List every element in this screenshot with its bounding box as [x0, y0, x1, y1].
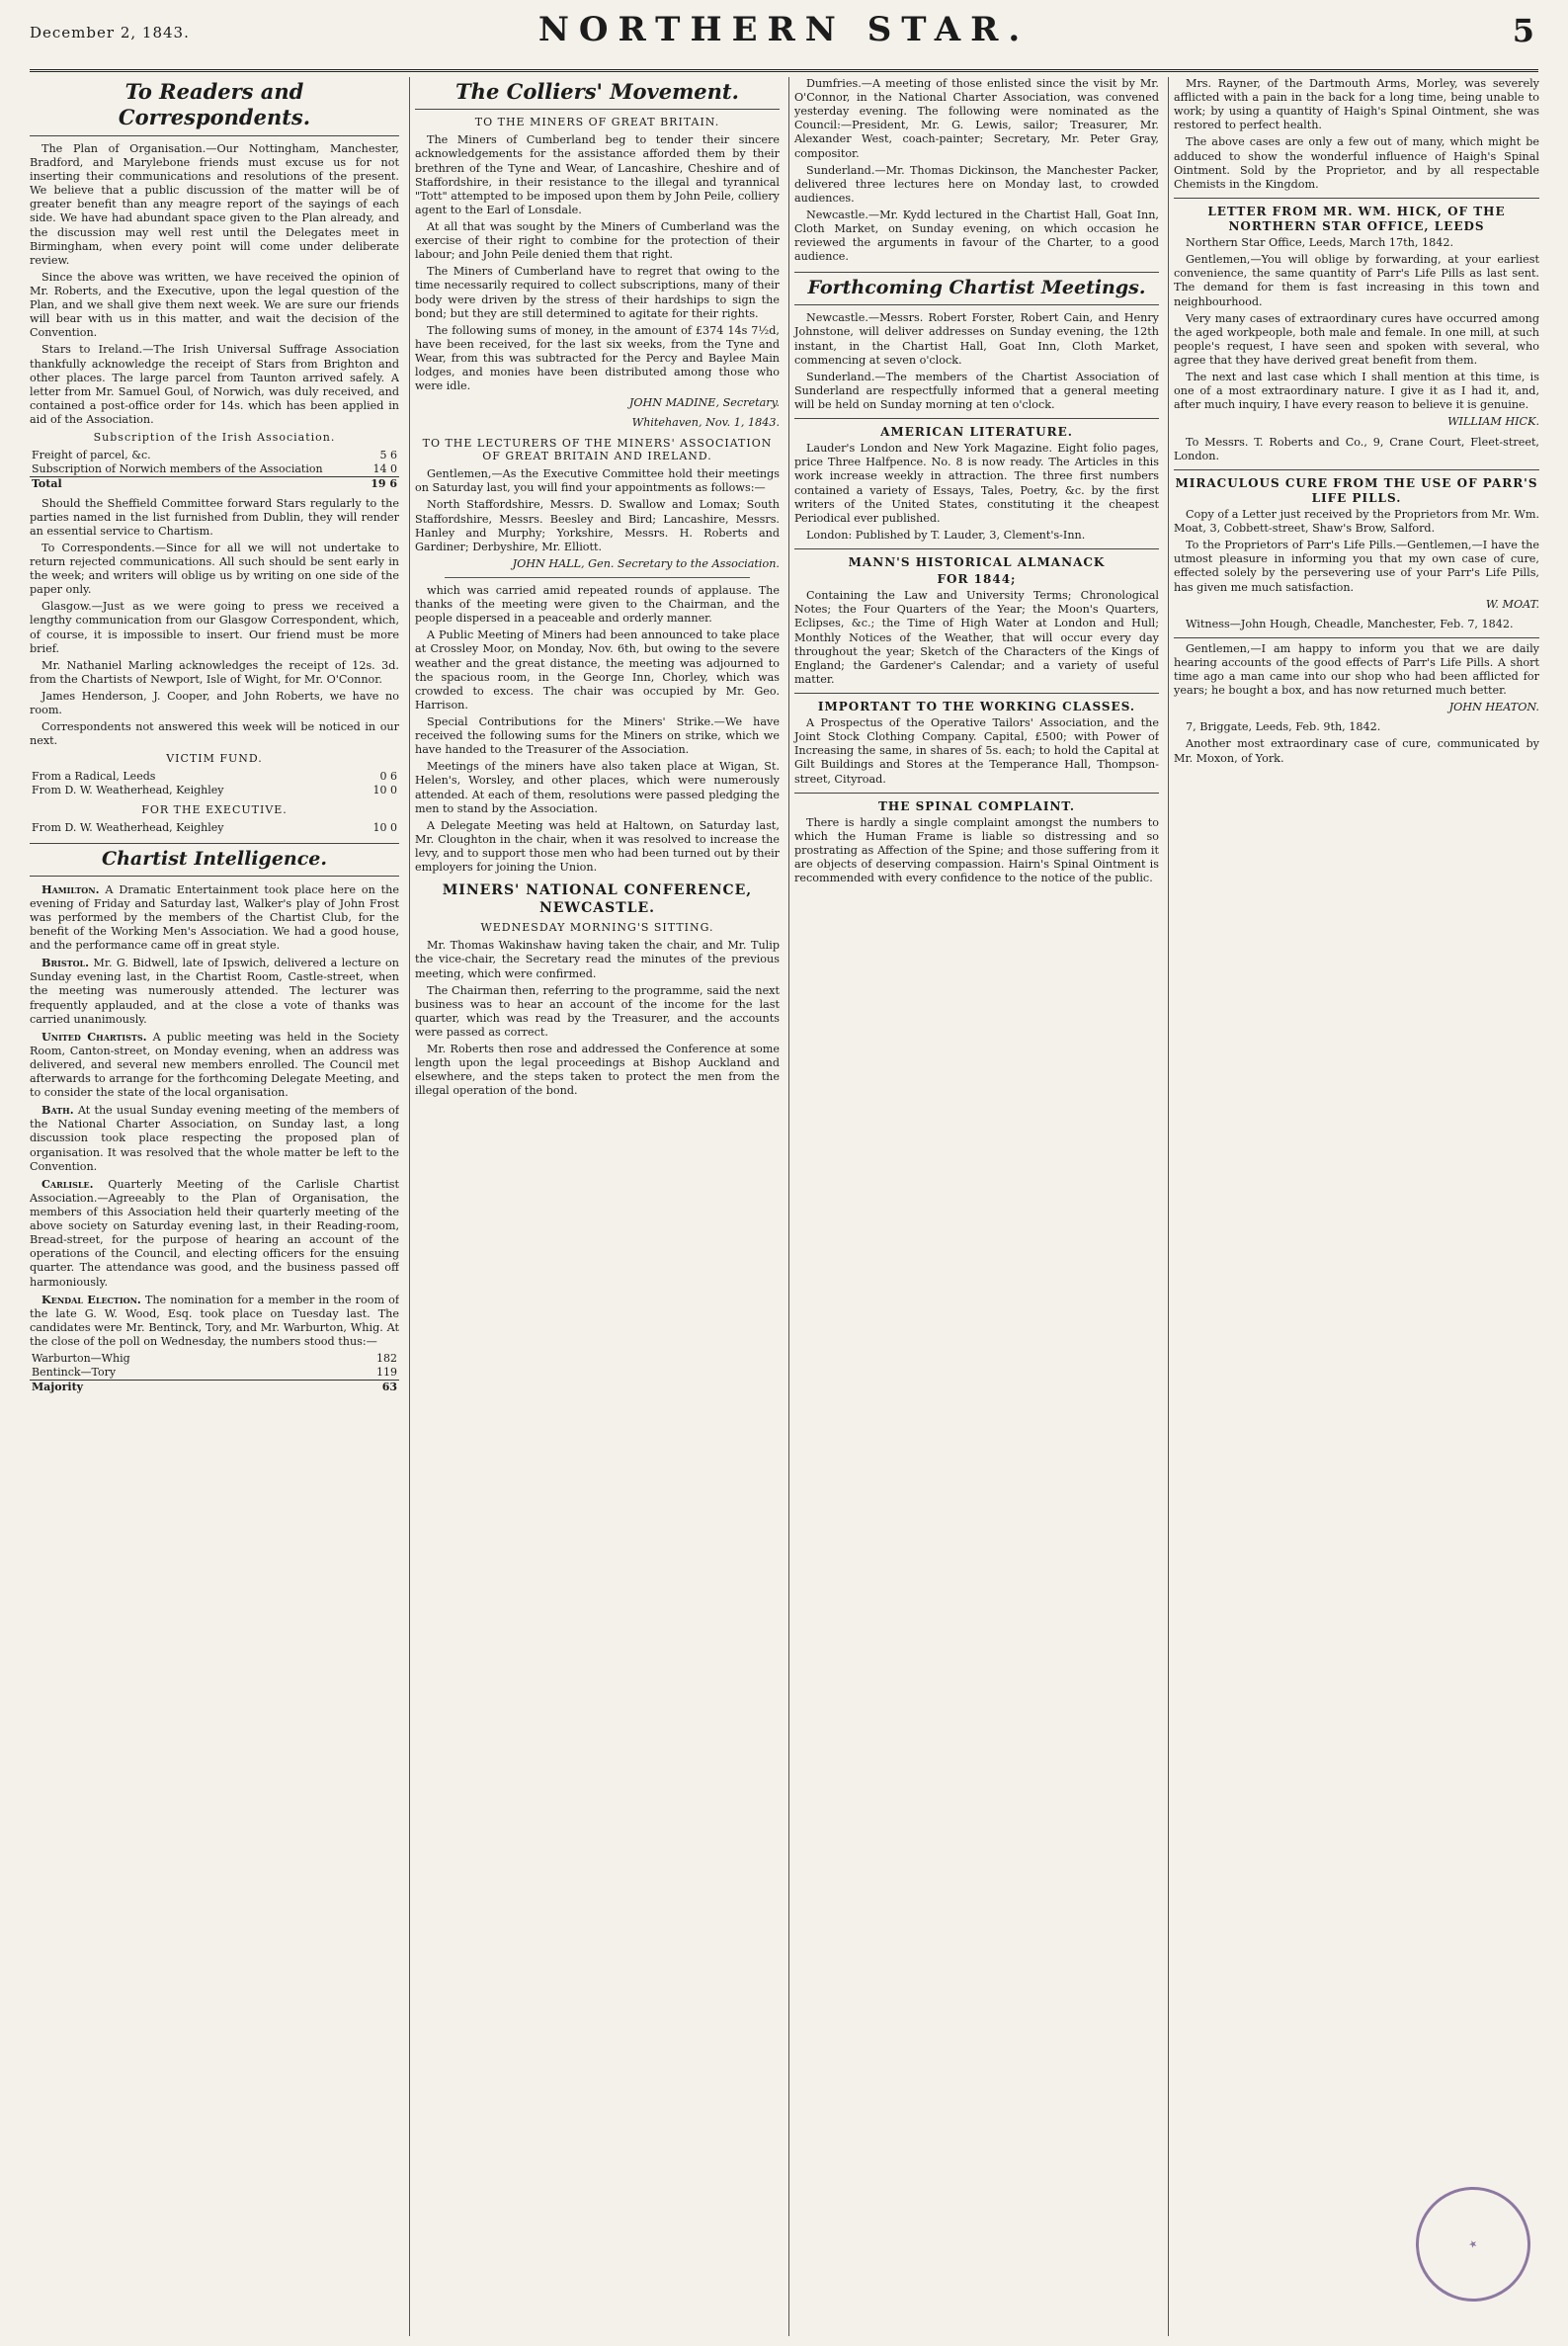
news-para: Dumfries.—A meeting of those enlisted since the visit by Mr. O'Connor, in the National Charter Association, was convened yesterday evening. The following were nominated as the Council:—President, Mr. G. Lewis, sailor; Treasurer, Mr. Alexander West, coach-painter; Secretary, Mr. Peter Gray, compositor.: [794, 77, 1159, 160]
row-amount: 119: [376, 1365, 397, 1379]
heaton-letter: [1174, 637, 1539, 766]
table-row: [30, 449, 399, 462]
readers-para: Glasgow.—Just as we were going to press we received a lengthy communication from our Glasgow Correspondent, which, of course, it is impossible to insert. Our friend must be more brief.: [30, 600, 399, 655]
letter-para: Copy of a Letter just received by the Proprietors from Mr. Wm. Moat, 3, Cobbett-street, Shaw's Brow, Salford.: [1174, 507, 1539, 536]
intelligence-item: [30, 1103, 399, 1174]
miners-para: A Delegate Meeting was held at Haltown, on Saturday last, Mr. Cloughton in the chair, when it was resolved to increase the levy, and to support those men who had been turned out by their employers for joining the Union.: [415, 818, 780, 875]
conference-para: Mr. Roberts then rose and addressed the Conference at some length upon the legal proceedings at Bishop Auckland and elsewhere, and the steps taken to protect the men from the illegal operation of the bond.: [415, 1043, 780, 1098]
readers-para: James Henderson, J. Cooper, and John Roberts, we have no room.: [30, 689, 399, 717]
readers-para: Stars to Ireland.—The Irish Universal Suffrage Association thankfully acknowledge the receipt of Stars from Brighton and other places. The large parcel from Taunton arrived safely. A letter from Mr. Samuel Goul, of Norwich, was duly received, and contained a post-office order for 14s. which has been applied in aid of the Association.: [30, 343, 399, 426]
issue-date: December 2, 1843.: [30, 24, 190, 42]
testimonial-para: Mrs. Rayner, of the Dartmouth Arms, Morley, was severely afflicted with a pain in the back for a long time, being unable to work; by using a quantity of Haigh's Spinal Ointment, she was restored to perfect health.: [1174, 77, 1539, 132]
row-amount: 63: [327, 1380, 399, 1393]
colliers-para: Gentlemen,—As the Executive Committee hold their meetings on Saturday last, you will find your appointments as follows:—: [415, 467, 780, 495]
letter-place: Northern Star Office, Leeds, March 17th, 1842.: [1186, 236, 1453, 250]
readers-para: Correspondents not answered this week will be noticed in our next.: [30, 720, 399, 748]
colliers-signature-place: Whitehaven, Nov. 1, 1843.: [631, 416, 780, 430]
letter-para: Gentlemen,—You will oblige by forwarding, at your earliest convenience, the same quantity of Parr's Life Pills as last sent. The demand for them is fast increasing in this town and neighbourhood.: [1174, 253, 1539, 308]
advert-heading: IMPORTANT TO THE WORKING CLASSES.: [817, 699, 1136, 713]
item-text: A public meeting was held in the Society Room, Canton-street, on Monday evening, when an address was delivered, and several new members enrolled. The Council met afterwards to arrange for the forthcoming Delegate Meeting, and to consider the state of the local organisation.: [30, 1030, 399, 1100]
advert-text: Lauder's London and New York Magazine. Eight folio pages, price Three Halfpence. No. 8 is now ready. The Articles in this work increase weekly in attraction. The three first numbers contained a variety of Essays, Tales, Poetry, &c. by the first writers of the United States, constituting it the cheapest Periodical ever published.: [794, 442, 1159, 525]
colliers-subhead: TO THE MINERS OF GREAT BRITAIN.: [474, 116, 720, 129]
item-place: Bath.: [41, 1103, 74, 1118]
advert-text: A Prospectus of the Operative Tailors' Association, and the Joint Stock Clothing Company. Capital, £500; with Power of Increasing the same, in shares of 5s. each; to hold the Capital at Gilt Buildings and Stores at the Temperance Hall, Thompson-street, Cityroad.: [794, 716, 1159, 786]
almanack-advert: [794, 548, 1159, 687]
library-stamp: ★: [1397, 2168, 1548, 2319]
row-label: From D. W. Weatherhead, Keighley: [32, 820, 224, 834]
colliers-para: The following sums of money, in the amount of £374 14s 7½d, have been received, for the last six weeks, from the Tyne and Wear, from this was subtracted for the Percy and Baylee Main lodges, and monies have been distributed among those who were idle.: [415, 323, 780, 393]
columns: [30, 77, 1538, 2336]
news-para: Sunderland.—Mr. Thomas Dickinson, the Manchester Packer, delivered three lectures here on Monday last, to crowded audiences.: [794, 163, 1159, 205]
table-row: [30, 784, 399, 797]
letter-signature: WILLIAM HICK.: [1447, 415, 1539, 429]
conference-para: Mr. Thomas Wakinshaw having taken the chair, and Mr. Tulip the vice-chair, the Secretary read the minutes of the previous meeting, which were confirmed.: [415, 939, 780, 980]
moat-letter: [1174, 469, 1539, 631]
colliers-para: North Staffordshire, Messrs. D. Swallow and Lomax; South Staffordshire, Messrs. Beesley and Bird; Lancashire, Messrs. Hanley and Murphy; Yorkshire, Messrs. H. Roberts and Gardiner; Derbyshire, Mr. Elliott.: [415, 498, 780, 553]
column-1: [30, 77, 399, 2336]
miners-para: Meetings of the miners have also taken place at Wigan, St. Helen's, Worsley, and other places, which were numerously attended. At each of them, resolutions were passed pledging the men to stand by the Association.: [415, 760, 780, 815]
hick-letter: [1174, 198, 1539, 463]
colliers-para: The Miners of Cumberland beg to tender their sincere acknowledgements for the assistance afforded them by their brethren of the Tyne and Wear, of Lancashire, Cheshire and of Staffordshire, in their resistance to the illegal and tyrannical "Tott" attempted to be imposed upon them by John Peile, colliery agent to the Earl of Lonsdale.: [415, 133, 780, 216]
row-label: Bentinck—Tory: [32, 1365, 117, 1379]
letter-place: 7, Briggate, Leeds, Feb. 9th, 1842.: [1186, 720, 1381, 734]
item-place: Bristol.: [41, 956, 90, 970]
divider: [445, 577, 750, 578]
newspaper-title: NORTHERN STAR.: [537, 10, 1031, 49]
item-place: Hamilton.: [41, 881, 100, 896]
colliers-para: At all that was sought by the Miners of Cumberland was the exercise of their right to combine for the protection of their labour; and John Peile denied them that right.: [415, 219, 780, 262]
spinal-advert: [794, 793, 1159, 886]
row-label: Majority: [30, 1380, 327, 1393]
colliers-signature: JOHN HALL, Gen. Secretary to the Association.: [512, 556, 780, 570]
item-place: United Chartists.: [41, 1029, 147, 1044]
colliers-para: The Miners of Cumberland have to regret that owing to the time necessarily required to collect subscriptions, many of their body were driven by the stress of their hardships to sign the bond; but they are still determined to agitate for their rights.: [415, 265, 780, 320]
item-text: Mr. G. Bidwell, late of Ipswich, delivered a lecture on Sunday evening last, in the Chartist Room, Castle-street, when the meeting was numerously attended. The lecturer was frequently applauded, and at the close a vote of thanks was carried unanimously.: [30, 957, 399, 1026]
row-label: Total: [30, 476, 365, 490]
lecturers-heading: TO THE LECTURERS OF THE MINERS' ASSOCIATION OF GREAT BRITAIN AND IRELAND.: [422, 436, 773, 463]
letter-signature: JOHN HEATON.: [1448, 701, 1539, 714]
item-place: Kendal Election.: [41, 1292, 141, 1306]
conference-subhead: WEDNESDAY MORNING'S SITTING.: [480, 921, 714, 935]
american-literature-advert: [794, 418, 1159, 543]
intelligence-item: [30, 1177, 399, 1290]
news-para: Newcastle.—Mr. Kydd lectured in the Chartist Hall, Goat Inn, Cloth Market, on Sunday evening, on which occasion he reviewed the arguments in favour of the Charter, to a good audience.: [794, 208, 1159, 264]
conference-heading: MINERS' NATIONAL CONFERENCE, NEWCASTLE.: [442, 882, 753, 916]
advert-text: There is hardly a single complaint amongst the numbers to which the Human Frame is liable so distressing and so prostrating as Affection of the Spine; and those suffering from it are objects of deserving compassion. Hairn's Spinal Ointment is recommended with every confidence to the notice of the public.: [794, 815, 1159, 885]
poll-table: [30, 1352, 399, 1394]
letter-addressee: To Messrs. T. Roberts and Co., 9, Crane Court, Fleet-street, London.: [1174, 435, 1539, 462]
row-amount: 14 0: [372, 461, 397, 475]
colliers-signature: JOHN MADINE, Secretary.: [628, 396, 780, 410]
victim-fund-table: [30, 770, 399, 797]
miners-para: which was carried amid repeated rounds of applause. The thanks of the meeting were given to the Chairman, and the people dispersed in a peaceable and orderly manner.: [415, 583, 780, 626]
table-row-total: [30, 1380, 399, 1393]
letter-para: Gentlemen,—I am happy to inform you that we are daily hearing accounts of the good effects of Parr's Life Pills. A short time ago a man came into our shop who had been afflicted for years; he bought a box, and has now returned much better.: [1174, 641, 1539, 698]
intelligence-item: [30, 956, 399, 1027]
row-label: Subscription of Norwich members of the Association: [32, 461, 323, 475]
table-row: [30, 821, 399, 835]
page-number: 5: [1512, 12, 1534, 49]
table-row-total: [30, 476, 399, 490]
letter-para: To the Proprietors of Parr's Life Pills.—Gentlemen,—I have the utmost pleasure in informing you that my own case of cure, effected solely by the persevering use of your Parr's Life Pills, has given me much satisfaction.: [1174, 539, 1539, 594]
row-amount: 19 6: [365, 476, 399, 490]
letter-heading: MIRACULOUS CURE FROM THE USE OF PARR'S LIFE PILLS.: [1175, 475, 1538, 505]
column-4: [1168, 77, 1539, 2336]
advert-heading: THE SPINAL COMPLAINT.: [878, 798, 1075, 813]
intelligence-heading: Chartist Intelligence.: [30, 843, 399, 877]
meeting-notice: Newcastle.—Messrs. Robert Forster, Robert Cain, and Henry Johnstone, will deliver addresses on Sunday evening, the 12th instant, in the Chartist Hall, Goat Inn, Cloth Market, commencing at seven o'clock.: [794, 311, 1159, 367]
executive-fund-table: [30, 821, 399, 835]
fund-title: Subscription of the Irish Association.: [93, 431, 336, 445]
table-row: [30, 1352, 399, 1366]
advert-publisher: London: Published by T. Lauder, 3, Clement's-Inn.: [806, 528, 1086, 542]
row-label: Warburton—Whig: [32, 1352, 130, 1366]
table-row: [30, 770, 399, 784]
table-row: [30, 1366, 399, 1380]
row-amount: 5 6: [379, 448, 397, 461]
letter-para: Very many cases of extraordinary cures have occurred among the aged workpeople, both male and female. In one mill, at such people's request, I have seen and spoken with several, who agree that they have derived great benefit from them.: [1174, 311, 1539, 367]
intelligence-item: [30, 1293, 399, 1349]
letter-witness: Witness—John Hough, Cheadle, Manchester, Feb. 7, 1842.: [1186, 617, 1514, 630]
item-text: The nomination for a member in the room of the late G. W. Wood, Esq. took place on Tuesday last. The candidates were Mr. Bentinck, Tory, and Mr. Warburton, Whig. At the close of the poll on Wednesday, the numbers stood thus:—: [30, 1293, 399, 1349]
testimonial-para: The above cases are only a few out of many, which might be adduced to show the wonderful influence of Haigh's Spinal Ointment. Sold by the Proprietor, and by all respectable Chemists in the Kingdom.: [1174, 135, 1539, 191]
row-label: Freight of parcel, &c.: [32, 448, 151, 461]
meeting-notice: Sunderland.—The members of the Chartist Association of Sunderland are respectfully informed that a general meeting will be held on Sunday morning at ten o'clock.: [794, 370, 1159, 412]
readers-para: Since the above was written, we have received the opinion of Mr. Roberts, and the Executive, upon the legal question of the Plan, and we shall give them next week. We are sure our friends will bear with us in this matter, and wait the decision of the Convention.: [30, 270, 399, 340]
column-3: [788, 77, 1159, 2336]
row-amount: 10 0: [372, 784, 397, 797]
row-label: From a Radical, Leeds: [32, 770, 156, 784]
fund-table: [30, 449, 399, 491]
row-label: From D. W. Weatherhead, Keighley: [32, 784, 224, 797]
letter-signature: W. MOAT.: [1485, 597, 1539, 611]
readers-para: The Plan of Organisation.—Our Nottingham, Manchester, Bradford, and Marylebone friends must excuse us for not inserting their communications and resolutions of the present. We believe that a public discussion of the matter will be of greater benefit than any meagre report of the sayings of each side. We have had abundant space given to the Plan already, and the discussion may well rest until the Delegates meet in Birmingham, when every point will come under deliberate review.: [30, 141, 399, 267]
meetings-heading: Forthcoming Chartist Meetings.: [794, 272, 1159, 305]
readers-heading: To Readers and Correspondents.: [30, 79, 399, 136]
letter-para: The next and last case which I shall mention at this time, is one of a most extraordinary nature. I give it as I had it, and, after much inquiry, I have every reason to believe it is genuine.: [1174, 371, 1539, 412]
masthead: [30, 6, 1538, 72]
advert-heading: AMERICAN LITERATURE.: [880, 425, 1073, 440]
advert-heading: MANN'S HISTORICAL ALMANACK: [848, 555, 1106, 569]
intelligence-item: [30, 1030, 399, 1101]
readers-para: Mr. Nathaniel Marling acknowledges the receipt of 12s. 3d. from the Chartists of Newport, Isle of Wight, for Mr. O'Connor.: [30, 658, 399, 686]
executive-fund-title: FOR THE EXECUTIVE.: [141, 802, 288, 816]
letter-heading: LETTER FROM MR. WM. HICK, OF THE NORTHERN STAR OFFICE, LEEDS: [1207, 204, 1506, 233]
table-row: [30, 462, 399, 476]
row-amount: 182: [376, 1352, 397, 1366]
letter-para: Another most extraordinary case of cure, communicated by Mr. Moxon, of York.: [1174, 737, 1539, 765]
advert-subheading: FOR 1844;: [937, 572, 1017, 587]
readers-para: Should the Sheffield Committee forward Stars regularly to the parties named in the list furnished from Dublin, they will render an essential service to Chartism.: [30, 496, 399, 538]
item-place: Carlisle.: [41, 1176, 94, 1191]
item-text: Quarterly Meeting of the Carlisle Chartist Association.—Agreeably to the Plan of Organisation, the members of this Association held their quarterly meeting of the above society on Saturday evening last, in their Reading-room, Bread-street, for the purpose of hearing an account of the operations of the Council, and electing officers for the ensuing quarter. The attendance was good, and the business passed off harmoniously.: [30, 1177, 399, 1289]
column-2: [409, 77, 780, 2336]
intelligence-item: [30, 882, 399, 954]
working-classes-advert: [794, 693, 1159, 787]
item-text: At the usual Sunday evening meeting of the members of the National Charter Association, on Sunday last, a long discussion took place respecting the proposed plan of organisation. It was resolved that the whole matter be left to the Convention.: [30, 1104, 399, 1173]
victim-fund-title: VICTIM FUND.: [166, 752, 263, 766]
row-amount: 0 6: [379, 770, 397, 784]
readers-para: To Correspondents.—Since for all we will not undertake to return rejected communications. All such should be sent early in the week; and writers will oblige us by writing on one side of the paper only.: [30, 541, 399, 597]
miners-para: A Public Meeting of Miners had been announced to take place at Crossley Moor, on Monday, Nov. 6th, but owing to the severe weather and the great distance, the meeting was adjourned to the spacious room, in the George Inn, Chorley, which was crowded to excess. The chair was occupied by Mr. Geo. Harrison.: [415, 628, 780, 712]
colliers-heading: The Colliers' Movement.: [415, 79, 780, 110]
conference-para: The Chairman then, referring to the programme, said the next business was to hear an account of the income for the last quarter, which was read by the Treasurer, and the accounts were passed as correct.: [415, 983, 780, 1039]
row-amount: 10 0: [372, 820, 397, 834]
item-text: A Dramatic Entertainment took place here on the evening of Friday and Saturday last, Walker's play of John Frost was performed by the members of the Chartist Club, for the benefit of the Working Men's Association. We had a good house, and the performance came off in great style.: [30, 882, 399, 953]
miners-para: Special Contributions for the Miners' Strike.—We have received the following sums for the Miners on strike, which we have handed to the Treasurer of the Association.: [415, 714, 780, 757]
advert-text: Containing the Law and University Terms; Chronological Notes; the Four Quarters of the Year; the Moon's Quarters, Eclipses, &c.; the Time of High Water at London and Hull; Monthly Notices of the Weather, that will occur every day throughout the year; Sketch of the Characters of the Kings of England; the Gardener's Calendar; and a variety of useful matter.: [794, 589, 1159, 686]
